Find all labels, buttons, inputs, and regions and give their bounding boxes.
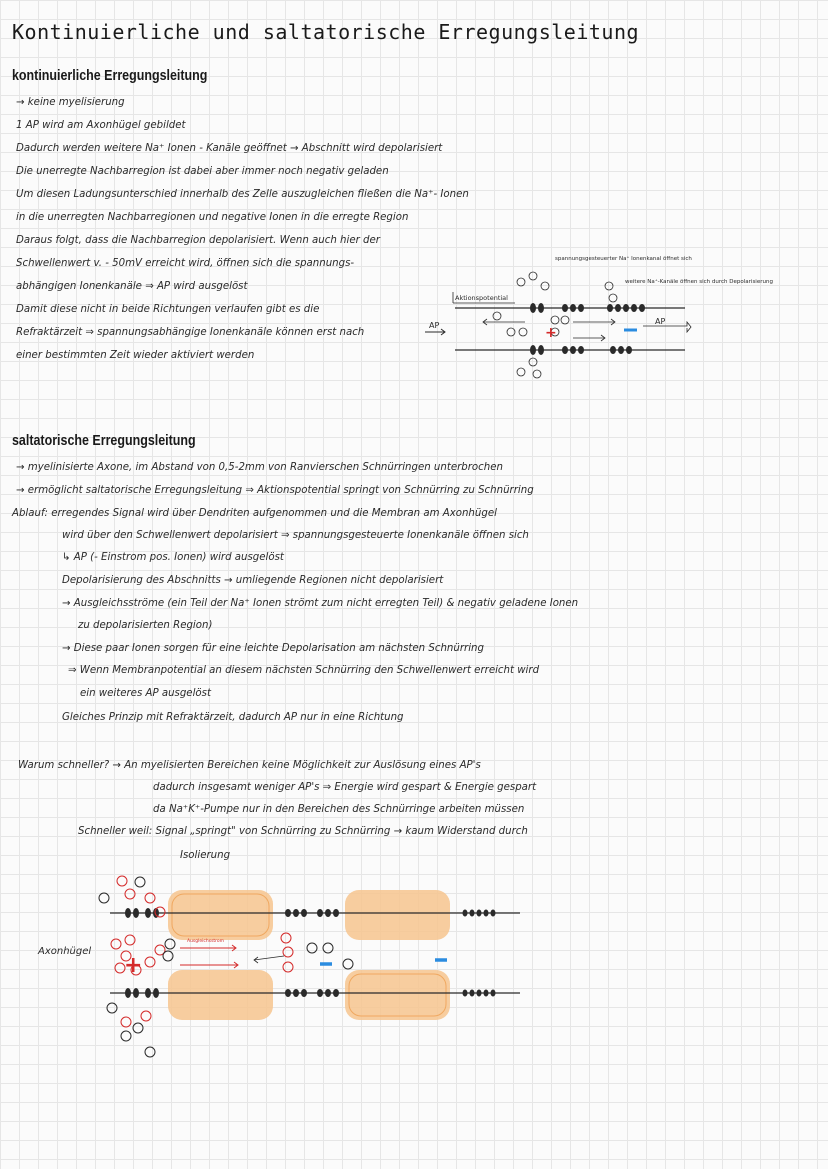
saltatory-conduction-diagram (30, 870, 530, 1065)
section-heading-kontinuierlich: kontinuierliche Erregungsleitung (12, 68, 208, 84)
warum-line: da Na⁺K⁺-Pumpe nur in den Bereichen des Schnürringe arbeiten müssen (153, 804, 525, 815)
text-line: → Ausgleichsströme (ein Teil der Na⁺ Ionen strömt zum nicht erregten Teil) & negativ geladene Ionen (62, 598, 579, 609)
plus-charge-red: + (545, 325, 557, 341)
plus-charge-red: + (124, 953, 143, 978)
warum-line: dadurch insgesamt weniger AP's ⇒ Energie wird gespart & Energie gespart (153, 782, 537, 793)
return-arrow (254, 956, 284, 963)
text-line: ein weiteres AP ausgelöst (80, 688, 211, 699)
text-line: wird über den Schwellenwert depolarisiert ⇒ spannungsgesteuerte Ionenkanäle öffnen sich (62, 530, 529, 541)
text-line: Ablauf: erregendes Signal wird über Dendriten aufgenommen und die Membran am Axonhügel (12, 508, 497, 519)
text-line: Gleiches Prinzip mit Refraktärzeit, dadurch AP nur in eine Richtung (62, 712, 404, 723)
text-line: → Diese paar Ionen sorgen für eine leichte Depolarisation am nächsten Schnürring (62, 643, 484, 654)
text-line: → keine myelisierung (16, 97, 125, 108)
myelin-sheath (345, 970, 450, 1020)
text-line: zu depolarisierten Region) (78, 620, 213, 631)
text-line: → ermöglicht saltatorische Erregungsleitung ⇒ Aktionspotential springt von Schnürring zu Schnürring (16, 485, 534, 496)
text-line: in die unerregten Nachbarregionen und negative Ionen in die erregte Region (16, 212, 409, 223)
text-line: Dadurch werden weitere Na⁺ Ionen - Kanäle geöffnet → Abschnitt wird depolarisiert (16, 143, 443, 154)
text-line: Die unerregte Nachbarregion ist dabei aber immer noch negativ geladen (16, 166, 389, 177)
text-line: ⇒ Wenn Membranpotential an diesem nächsten Schnürring den Schwellenwert erreicht wird (68, 665, 540, 676)
text-line: Damit diese nicht in beide Richtungen verlaufen gibt es die (16, 304, 320, 315)
diagram-label-ap: AP (429, 321, 440, 330)
myelin-sheath (168, 890, 273, 940)
text-line: Daraus folgt, dass die Nachbarregion depolarisiert. Wenn auch hier der (16, 235, 380, 246)
text-line: ↳ AP (- Einstrom pos. Ionen) wird ausgelöst (62, 552, 284, 563)
diagram-label-weitere: weitere Na⁺-Kanäle öffnen sich durch Depolarisierung (625, 279, 773, 285)
continuous-conduction-diagram (415, 250, 815, 385)
myelin-sheath (168, 970, 273, 1020)
diagram-label-ap-right: AP (655, 317, 666, 326)
ausgleich-arrows (180, 945, 238, 968)
text-line: abhängigen Ionenkanäle ⇒ AP wird ausgelöst (16, 281, 248, 292)
text-line: Depolarisierung des Abschnitts → umliegende Regionen nicht depolarisiert (62, 575, 444, 586)
myelin-sheath (345, 890, 450, 940)
warum-line: Schneller weil: Signal „springt" von Schnürring zu Schnürring → kaum Widerstand durch (78, 826, 528, 837)
diagram-label-axonhuegel: Axonhügel (38, 946, 92, 957)
page-title: Kontinuierliche und saltatorische Erregungsleitung (12, 20, 640, 44)
warum-line: Warum schneller? → An myelisierten Bereichen keine Möglichkeit zur Auslösung eines AP's (18, 760, 481, 771)
warum-line: Isolierung (180, 850, 231, 861)
text-line: Schwellenwert v. - 50mV erreicht wird, öffnen sich die spannungs- (16, 258, 355, 269)
diagram-label-ausgleich: Ausgleichsstrom (187, 939, 225, 944)
text-line: einer bestimmten Zeit wieder aktiviert werden (16, 350, 255, 361)
text-line: 1 AP wird am Axonhügel gebildet (16, 120, 186, 131)
diagram-label-aktionspotential: Aktionspotential (455, 294, 508, 302)
text-line: Refraktärzeit ⇒ spannungsabhängige Ionenkanäle können erst nach (16, 327, 365, 338)
text-line: Um diesen Ladungsunterschied innerhalb des Zelle auszugleichen fließen die Na⁺- Ionen (16, 189, 469, 200)
text-line: → myelinisierte Axone, im Abstand von 0,5-2mm von Ranvierschen Schnürringen unterbrochen (16, 462, 503, 473)
diagram-label-spannung: spannungsgesteuerter Na⁺ Ionenkanal öffnet sich (555, 256, 692, 262)
section-heading-saltatorisch: saltatorische Erregungsleitung (12, 433, 196, 449)
